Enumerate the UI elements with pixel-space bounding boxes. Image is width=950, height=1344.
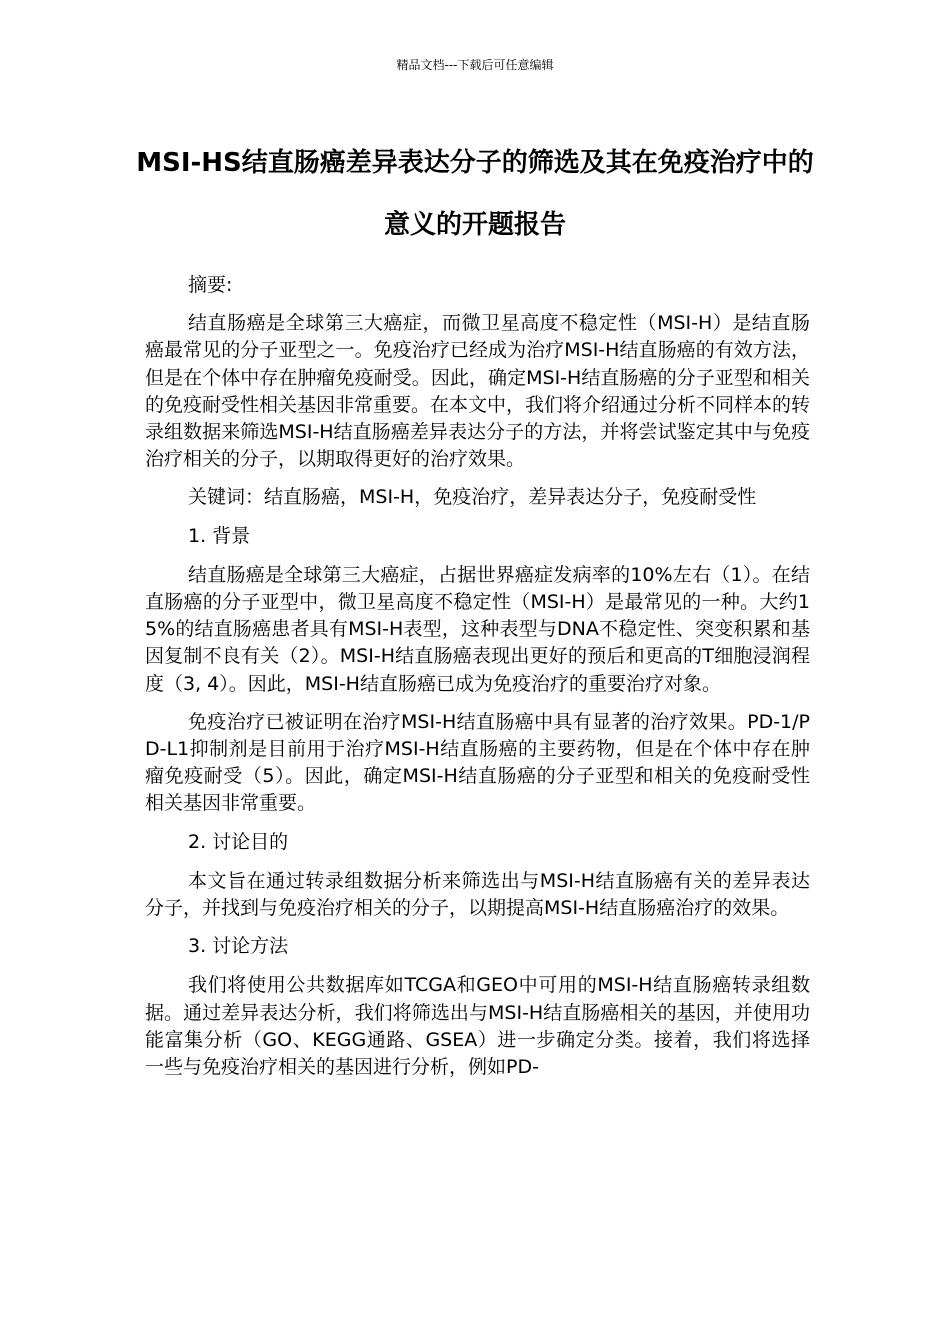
section-heading-methods: 3. 讨论方法 — [188, 935, 289, 958]
section-heading-background: 1. 背景 — [188, 524, 251, 547]
background-paragraph-2: 免疫治疗已被证明在治疗MSI-H结直肠癌中具有显著的治疗效果。PD-1/PD-L1抑制剂是目前用于治疗MSI-H结直肠癌的主要药物，但是在个体中存在肿瘤免疫耐受（5）。因此，确定MSI-H结直肠癌的分子亚型和相关的免疫耐受性相关基因非常重要。 — [145, 710, 810, 815]
abstract-paragraph: 结直肠癌是全球第三大癌症，而微卫星高度不稳定性（MSI-H）是结直肠癌最常见的分子亚型之一。免疫治疗已经成为治疗MSI-H结直肠癌的有效方法，但是在个体中存在肿瘤免疫耐受。因此，确定MSI-H结直肠癌的分子亚型和相关的免疫耐受性相关基因非常重要。在本文中，我们将介绍通过分析不同样本的转录组数据来筛选MSI-H结直肠癌差异表达分子的方法，并将尝试鉴定其中与免疫治疗相关的分子，以期取得更好的治疗效果。 — [145, 312, 811, 471]
document-title: MSI-HS结直肠癌差异表达分子的筛选及其在免疫治疗中的意义的开题报告 — [136, 148, 814, 240]
methods-paragraph: 我们将使用公共数据库如TCGA和GEO中可用的MSI-H结直肠癌转录组数据。通过差异表达分析，我们将筛选出与MSI-H结直肠癌相关的基因，并使用功能富集分析（GO、KEGG通路、GSEA）进一步确定分类。接着，我们将选择一些与免疫治疗相关的基因进行分析，例如PD- — [145, 974, 810, 1079]
purpose-paragraph: 本文旨在通过转录组数据分析来筛选出与MSI-H结直肠癌有关的差异表达分子，并找到与免疫治疗相关的分子，以期提高MSI-H结直肠癌治疗的效果。 — [145, 869, 810, 920]
abstract-label: 摘要: — [188, 274, 233, 296]
keywords-paragraph: 关键词：结直肠癌，MSI-H，免疫治疗，差异表达分子，免疫耐受性 — [188, 486, 757, 509]
background-paragraph-1: 结直肠癌是全球第三大癌症，占据世界癌症发病率的10%左右（1）。在结直肠癌的分子亚型中，微卫星高度不稳定性（MSI-H）是最常见的一种。大约15%的结直肠癌患者具有MSI-H表型，这种表型与DNA不稳定性、突变积累和基因复制不良有关（2）。MSI-H结直肠癌表现出更好的预后和更高的T细胞浸润程度（3, 4）。因此，MSI-H结直肠癌已成为免疫治疗的重要治疗对象。 — [145, 563, 810, 695]
document-body — [145, 272, 810, 1092]
section-heading-purpose: 2. 讨论目的 — [188, 830, 289, 853]
header-note: 精品文档---下载后可任意编辑 — [396, 58, 554, 72]
